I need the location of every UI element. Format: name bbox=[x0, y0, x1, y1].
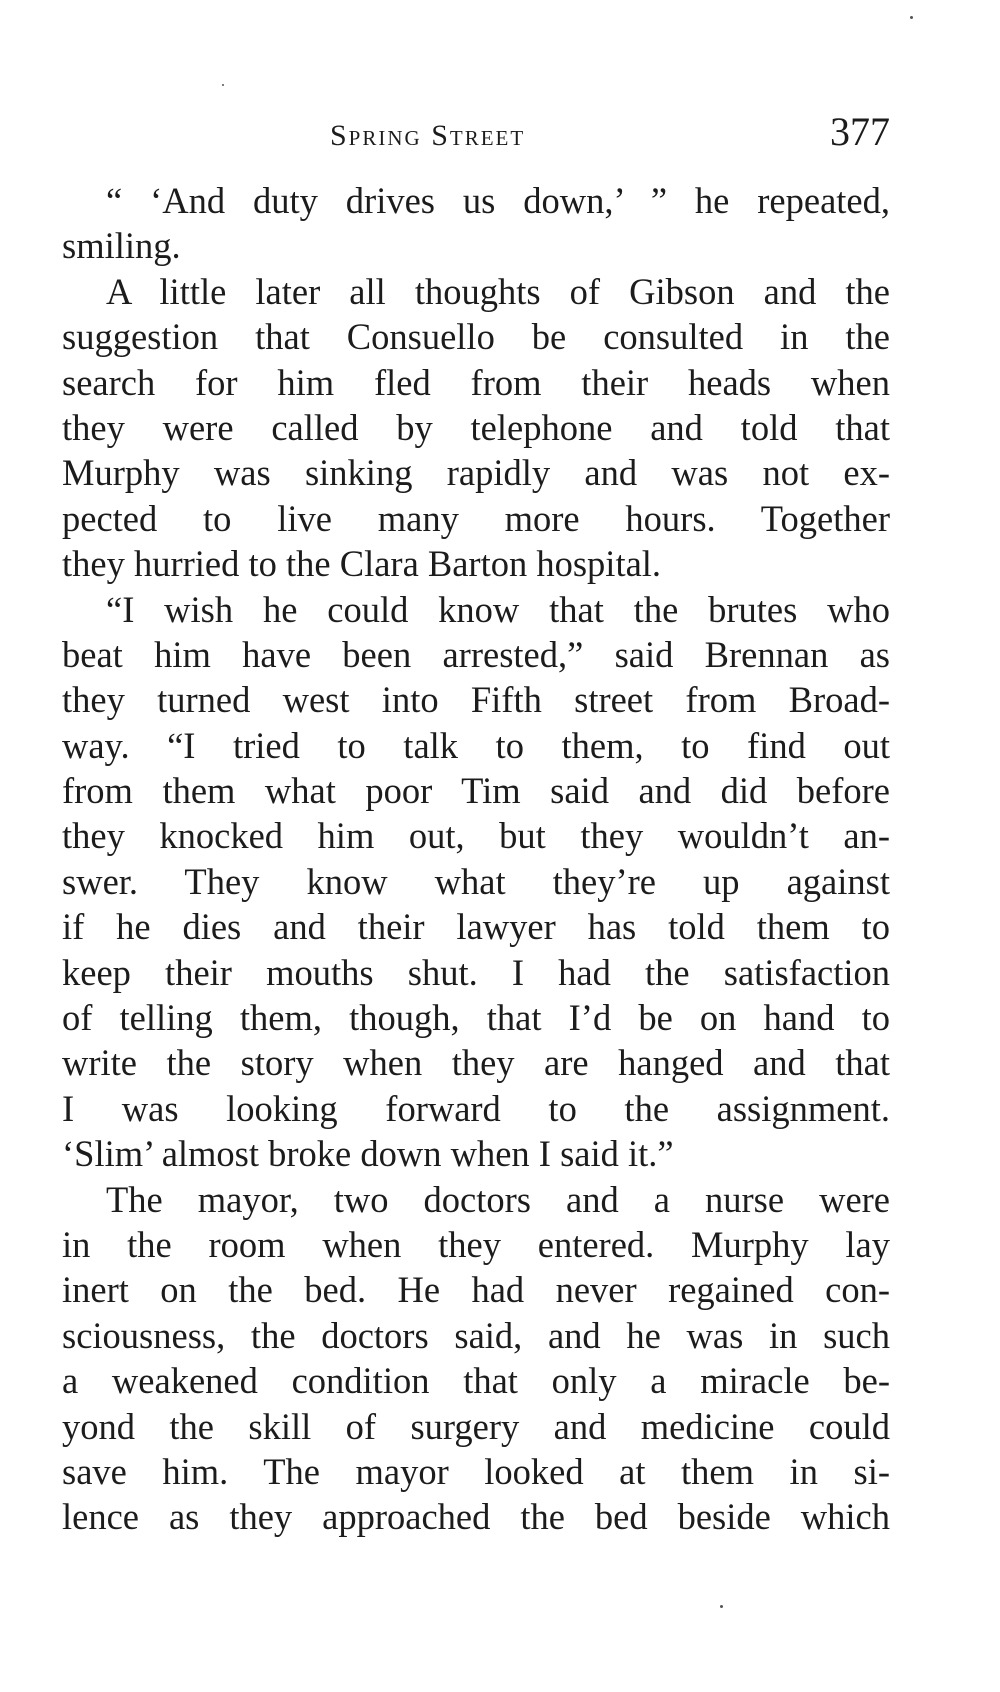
text-line: save him. The mayor looked at them in si- bbox=[62, 1450, 890, 1492]
text-line: they turned west into Fifth street from Broad- bbox=[62, 679, 890, 721]
text-line: write the story when they are hanged and that bbox=[62, 1042, 890, 1084]
text-line: in the room when they entered. Murphy lay bbox=[62, 1223, 890, 1265]
text-line: The mayor, two doctors and a nurse were bbox=[106, 1178, 890, 1220]
text-line: from them what poor Tim said and did before bbox=[62, 770, 890, 812]
body-text bbox=[62, 178, 890, 1540]
text-line: “I wish he could know that the brutes who bbox=[106, 588, 890, 630]
text-line: they were called by telephone and told that bbox=[62, 406, 890, 448]
text-line: yond the skill of surgery and medicine could bbox=[62, 1405, 890, 1447]
text-line: they hurried to the Clara Barton hospital. bbox=[62, 543, 662, 585]
text-line: I was looking forward to the assignment. bbox=[62, 1087, 890, 1129]
text-line: a weakened condition that only a miracle be- bbox=[62, 1360, 890, 1402]
text-line: swer. They know what they’re up against bbox=[62, 860, 890, 902]
text-line: suggestion that Consuello be consulted in the bbox=[62, 316, 890, 358]
text-line: ‘Slim’ almost broke down when I said it.” bbox=[62, 1133, 674, 1175]
text-line: pected to live many more hours. Together bbox=[62, 497, 890, 539]
text-line: if he dies and their lawyer has told them to bbox=[62, 906, 890, 948]
text-line: smiling. bbox=[62, 225, 181, 267]
scan-speck bbox=[910, 16, 913, 19]
text-line: beat him have been arrested,” said Brennan as bbox=[62, 633, 890, 675]
text-line: Murphy was sinking rapidly and was not ex- bbox=[62, 452, 890, 494]
text-line: A little later all thoughts of Gibson and the bbox=[106, 270, 890, 312]
scan-speck bbox=[222, 84, 224, 86]
text-line: way. “I tried to talk to them, to find out bbox=[62, 724, 890, 766]
running-head bbox=[62, 106, 890, 166]
running-head-title: Spring Street bbox=[330, 119, 526, 152]
text-line: “ ‘And duty drives us down,’ ” he repeated, bbox=[106, 180, 890, 221]
page-number: 377 bbox=[830, 109, 890, 154]
text-line: inert on the bed. He had never regained con- bbox=[62, 1269, 890, 1311]
text-line: search for him fled from their heads when bbox=[62, 361, 890, 403]
text-line: they knocked him out, but they wouldn’t an- bbox=[62, 815, 890, 857]
scan-speck bbox=[720, 1605, 723, 1608]
text-line: sciousness, the doctors said, and he was in such bbox=[62, 1314, 890, 1356]
text-line: lence as they approached the bed beside which bbox=[62, 1496, 890, 1538]
text-line: keep their mouths shut. I had the satisfaction bbox=[62, 951, 890, 993]
text-line: of telling them, though, that I’d be on hand to bbox=[62, 997, 890, 1039]
